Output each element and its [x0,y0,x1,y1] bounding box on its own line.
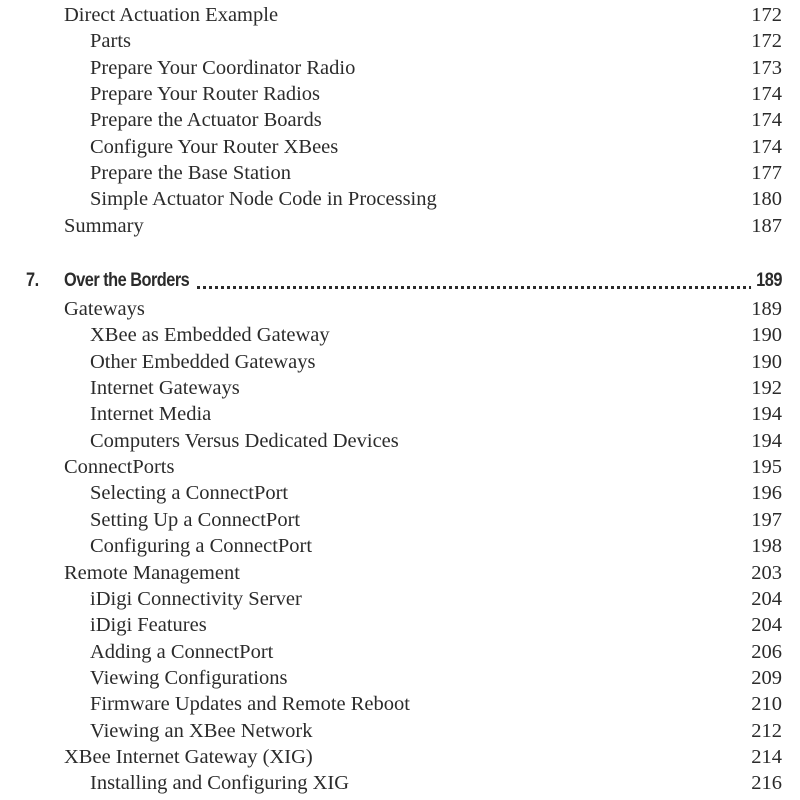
toc-entry-title: Setting Up a ConnectPort [90,508,301,531]
toc-entry-page-number: 194 [751,429,782,452]
toc-entry [0,81,800,107]
toc-entry-title: Gateways [64,298,145,320]
toc-entry [0,428,800,454]
toc-entry-title: Prepare Your Coordinator Radio [90,56,356,79]
toc-entry-page-number: 210 [751,693,782,716]
toc-entry-title: Viewing an XBee Network [90,719,313,742]
toc-entry-title: Other Embedded Gateways [90,350,316,373]
toc-entry [0,296,800,322]
toc-entry-title: Remote Management [64,561,240,584]
toc-entry [0,691,800,717]
toc-entry-title: Direct Actuation Example [64,4,279,26]
toc-entry [0,28,800,54]
toc-entry [0,507,800,533]
toc-entry-page-number: 192 [751,377,782,400]
chapter-heading [0,266,800,296]
toc-entry [0,134,800,160]
toc-entry-page-number: 194 [751,403,782,426]
toc-entry-page-number: 172 [751,30,782,53]
toc-entry [0,186,800,212]
toc-entry-page-number: 190 [751,324,782,347]
dot-leader [190,286,770,289]
toc-entry-page-number: 173 [751,56,782,79]
toc-entry-title: Prepare Your Router Radios [90,83,321,106]
toc-entry [0,665,800,691]
toc-entry-page-number: 203 [751,561,782,584]
toc-entry-title: Prepare the Base Station [90,162,291,185]
toc-entry-page-number: 204 [751,614,782,637]
toc-entry-page-number: 174 [751,109,782,132]
toc-entry-page-number: 196 [751,482,782,505]
toc-entry-title: Selecting a ConnectPort [90,482,289,505]
toc-entry-title: Internet Media [90,403,212,426]
chapter-number: 7. [26,270,39,291]
toc-entry-title: Firmware Updates and Remote Reboot [90,693,410,716]
toc-entry [0,107,800,133]
toc-entry-title: Parts [90,30,131,53]
toc-entry [0,349,800,375]
toc-entry-title: Internet Gateways [90,377,240,400]
chapter-page-number: 189 [751,266,782,296]
toc-entry-page-number: 177 [751,162,782,185]
toc-entry [0,454,800,480]
toc-entry [0,586,800,612]
toc-entry-page-number: 195 [751,456,782,479]
toc-entry-page-number: 204 [751,587,782,610]
chapter-title: Over the Borders [64,266,194,296]
toc-entry-title: Configure Your Router XBees [90,135,339,158]
toc-entry-page-number: 206 [751,640,782,663]
toc-entry-title: Simple Actuator Node Code in Processing [90,188,437,211]
toc-entry-title: XBee Internet Gateway (XIG) [64,745,313,768]
toc-entry [0,480,800,506]
toc-entry-page-number: 212 [751,719,782,742]
toc-entry-title: Installing and Configuring XIG [90,772,350,795]
toc-entry-page-number: 216 [751,772,782,795]
toc-entry-page-number: 180 [751,188,782,211]
toc-entry-page-number: 187 [751,214,782,237]
toc-entry-page-number: 174 [751,135,782,158]
toc-entry [0,2,800,28]
toc-entry-title: iDigi Features [90,614,207,637]
toc-entry-title: Adding a ConnectPort [90,640,274,663]
toc-entry-title: Computers Versus Dedicated Devices [90,429,399,452]
toc-entry [0,639,800,665]
toc-entry-title: Viewing Configurations [90,666,288,689]
toc-entry [0,375,800,401]
toc-entry-page-number: 214 [751,745,782,768]
toc-entry [0,744,800,770]
toc-entry-page-number: 172 [751,4,782,26]
toc-entry-title: Configuring a ConnectPort [90,535,313,558]
toc-entry [0,770,800,796]
toc-entry-page-number: 198 [751,535,782,558]
toc-entry [0,160,800,186]
toc-entry [0,322,800,348]
toc-entry [0,560,800,586]
toc-entry [0,612,800,638]
toc-entry-page-number: 209 [751,666,782,689]
toc-entry-page-number: 190 [751,350,782,373]
toc-entry-title: iDigi Connectivity Server [90,587,302,610]
toc-entry-page-number: 174 [751,83,782,106]
toc-entry [0,401,800,427]
toc-entry-title: Prepare the Actuator Boards [90,109,322,132]
toc-entry-page-number: 197 [751,508,782,531]
toc-entry-title: Summary [64,214,144,237]
toc-entry [0,213,800,239]
toc-entry-title: XBee as Embedded Gateway [90,324,330,347]
toc-entry-page-number: 189 [751,298,782,320]
toc-entry [0,533,800,559]
toc-entry [0,55,800,81]
toc-entry [0,718,800,744]
toc-entry-title: ConnectPorts [64,456,175,479]
